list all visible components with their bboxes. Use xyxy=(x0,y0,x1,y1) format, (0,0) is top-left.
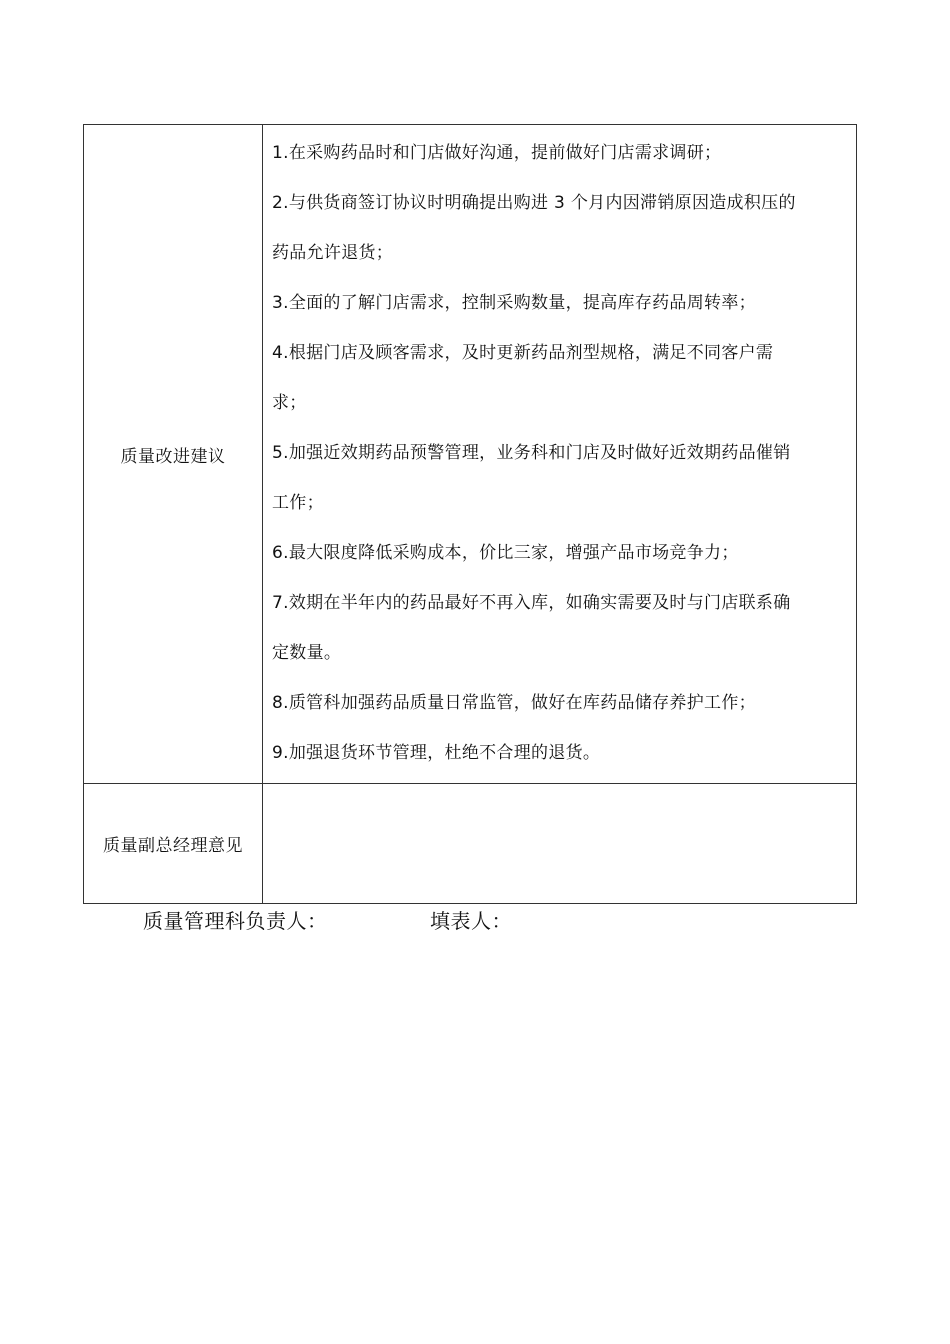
suggestion-line: 1.在采购药品时和门店做好沟通，提前做好门店需求调研； xyxy=(272,143,722,163)
suggestion-line: 工作； xyxy=(272,493,324,513)
table-row-vp-opinion xyxy=(84,784,857,904)
quality-manager-signature-label: 质量管理科负责人： xyxy=(143,909,328,933)
table-row-improvement xyxy=(84,125,857,784)
improvement-suggestions-content xyxy=(263,125,857,784)
suggestion-line: 2.与供货商签订协议时明确提出购进 3 个月内因滞销原因造成积压的 xyxy=(272,193,796,213)
vp-opinion-field[interactable] xyxy=(263,784,857,904)
suggestion-line: 6.最大限度降低采购成本，价比三家，增强产品市场竞争力； xyxy=(272,543,739,563)
improvement-suggestions-label: 质量改进建议 xyxy=(84,125,263,784)
suggestion-line: 药品允许退货； xyxy=(272,243,394,263)
suggestion-line: 定数量。 xyxy=(272,643,342,663)
form-filler-signature-label: 填表人： xyxy=(430,909,512,933)
suggestion-line: 3.全面的了解门店需求，控制采购数量，提高库存药品周转率； xyxy=(272,293,756,313)
suggestion-list xyxy=(272,125,848,783)
quality-report-table xyxy=(83,124,857,904)
suggestion-line: 8.质管科加强药品质量日常监管，做好在库药品储存养护工作； xyxy=(272,693,756,713)
suggestion-line: 9.加强退货环节管理，杜绝不合理的退货。 xyxy=(272,743,601,763)
signature-footer xyxy=(0,905,950,937)
suggestion-line: 5.加强近效期药品预警管理，业务科和门店及时做好近效期药品催销 xyxy=(272,443,791,463)
suggestion-line: 4.根据门店及顾客需求，及时更新药品剂型规格，满足不同客户需 xyxy=(272,343,774,363)
vp-opinion-label: 质量副总经理意见 xyxy=(84,784,263,904)
suggestion-line: 求； xyxy=(272,393,307,413)
suggestion-line: 7.效期在半年内的药品最好不再入库，如确实需要及时与门店联系确 xyxy=(272,593,791,613)
